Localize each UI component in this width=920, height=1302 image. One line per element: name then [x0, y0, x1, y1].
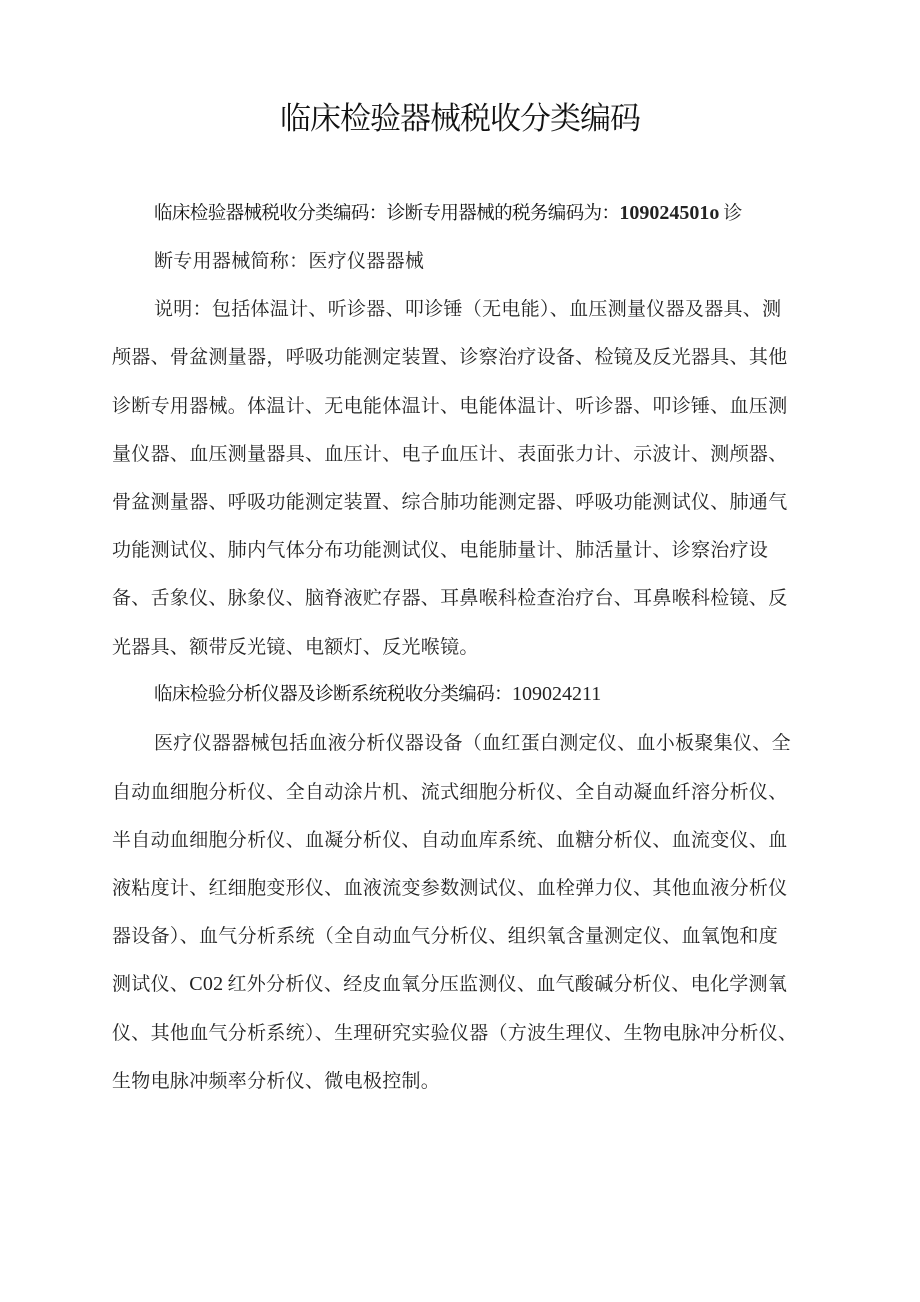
section2-desc-line: 液粘度计、红细胞变形仪、血液流变参数测试仪、血栓弹力仪、其他血液分析仪: [112, 877, 788, 899]
section1-tax-code: 109024501o: [619, 202, 720, 224]
section2-desc-line: [112, 969, 787, 996]
section1-desc-segment: 体温计、无电能体温计、电能体温计、听诊器、叩诊锤、血压测: [247, 395, 788, 417]
section1-desc-line: 颅器、骨盆测量器，呼吸功能测定装置、诊察治疗设备、检镜及反光器具、其他: [112, 346, 788, 368]
section2-tax-code: 109024211: [512, 683, 602, 705]
section1-heading: [154, 198, 743, 225]
section1-desc-line: 骨盆测量器、呼吸功能测定装置、综合肺功能测定器、呼吸功能测试仪、肺通气: [112, 491, 788, 513]
section1-short-name: 断专用器械简称：医疗仪器器械: [154, 250, 425, 272]
section2-co2-label: C02: [189, 973, 224, 995]
section2-desc-line: 器设备）、血气分析系统（全自动血气分析仪、组织氧含量测定仪、血氧饱和度: [112, 925, 779, 947]
section1-desc-line: 量仪器、血压测量器具、血压计、电子血压计、表面张力计、示波计、测颅器、: [112, 443, 788, 465]
section2-desc-line: 医疗仪器器械包括血液分析仪器设备（血红蛋白测定仪、血小板聚集仪、全: [154, 732, 791, 754]
section1-desc-segment: 诊断专用器械。: [112, 395, 248, 417]
section2-heading: [154, 680, 601, 706]
section2-desc-line: 生物电脉冲频率分析仪、微电极控制。: [112, 1070, 441, 1092]
section1-desc-line: 说明：包括体温计、听诊器、叩诊锤（无电能）、血压测量仪器及器具、测: [154, 298, 782, 320]
section2-heading-label: 临床检验分析仪器及诊断系统税收分类编码：: [154, 684, 513, 705]
section1-desc-line: 功能测试仪、肺内气体分布功能测试仪、电能肺量计、肺活量计、诊察治疗设: [112, 539, 769, 561]
section1-heading-tail: 诊: [723, 202, 743, 224]
section1-heading-label: 临床检验器械税收分类编码：诊断专用器械的税务编码为：: [154, 203, 620, 224]
section1-desc-line: 备、舌象仪、脉象仪、脑脊液贮存器、耳鼻喉科检查治疗台、耳鼻喉科检镜、反: [112, 587, 788, 609]
section2-desc-segment: 测试仪、: [112, 973, 190, 995]
section2-desc-line: 半自动血细胞分析仪、血凝分析仪、自动血库系统、血糖分析仪、血流变仪、血: [112, 829, 788, 851]
section2-desc-line: 自动血细胞分析仪、全自动涂片机、流式细胞分析仪、全自动凝血纤溶分析仪、: [112, 781, 788, 803]
section2-desc-segment: 红外分析仪、经皮血氧分压监测仪、血气酸碱分析仪、电化学测氧: [227, 973, 788, 995]
section1-desc-line: [112, 391, 788, 418]
section1-desc-line: 光器具、额带反光镜、电额灯、反光喉镜。: [112, 636, 479, 658]
page-title: 临床检验器械税收分类编码: [280, 101, 640, 137]
section2-desc-line: 仪、其他血气分析系统）、生理研究实验仪器（方波生理仪、生物电脉冲分析仪、: [112, 1022, 798, 1044]
